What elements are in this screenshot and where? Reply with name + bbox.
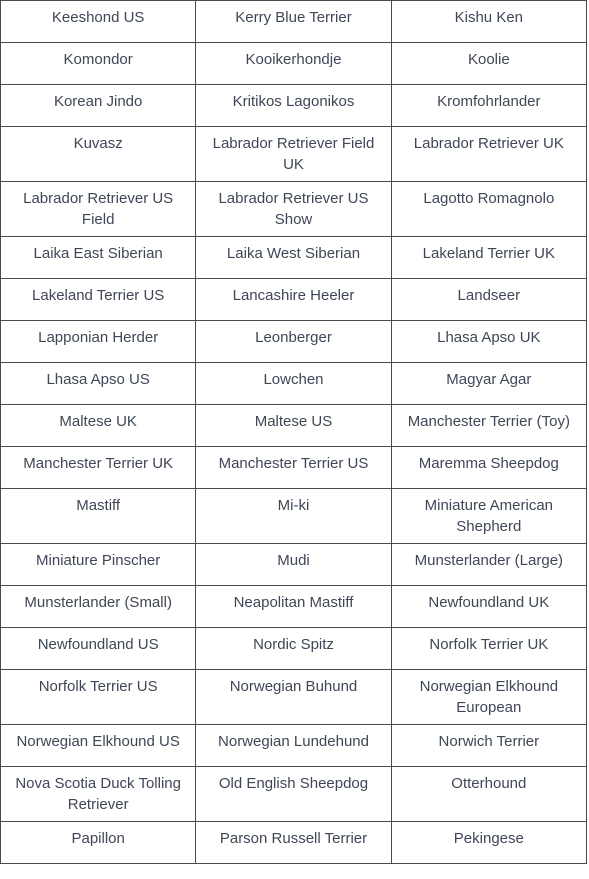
table-row: [1, 767, 587, 822]
table-cell: Miniature American Shepherd: [391, 489, 586, 544]
table-cell: Munsterlander (Large): [391, 544, 586, 586]
table-row: [1, 544, 587, 586]
table-row: [1, 237, 587, 279]
table-row: [1, 725, 587, 767]
table-cell: Kuvasz: [1, 127, 196, 182]
table-cell: Maltese US: [196, 405, 391, 447]
table-cell: Lhasa Apso UK: [391, 321, 586, 363]
table-cell: Norwegian Lundehund: [196, 725, 391, 767]
table-row: [1, 586, 587, 628]
table-cell: Leonberger: [196, 321, 391, 363]
table-cell: Munsterlander (Small): [1, 586, 196, 628]
table-cell: Miniature Pinscher: [1, 544, 196, 586]
table-cell: Manchester Terrier (Toy): [391, 405, 586, 447]
table-cell: Manchester Terrier US: [196, 447, 391, 489]
table-cell: Otterhound: [391, 767, 586, 822]
table-cell: Mi-ki: [196, 489, 391, 544]
table-row: [1, 1, 587, 43]
table-row: [1, 670, 587, 725]
table-cell: Manchester Terrier UK: [1, 447, 196, 489]
table-cell: Lakeland Terrier US: [1, 279, 196, 321]
table-cell: Maremma Sheepdog: [391, 447, 586, 489]
table-row: [1, 628, 587, 670]
table-cell: Kooikerhondje: [196, 43, 391, 85]
table-cell: Norwegian Elkhound US: [1, 725, 196, 767]
table-cell: Laika East Siberian: [1, 237, 196, 279]
table-cell: Korean Jindo: [1, 85, 196, 127]
table-cell: Norwegian Elkhound European: [391, 670, 586, 725]
table-cell: Maltese UK: [1, 405, 196, 447]
table-cell: Old English Sheepdog: [196, 767, 391, 822]
table-cell: Lakeland Terrier UK: [391, 237, 586, 279]
table-cell: Kromfohrlander: [391, 85, 586, 127]
table-cell: Labrador Retriever UK: [391, 127, 586, 182]
table-cell: Landseer: [391, 279, 586, 321]
table-cell: Lancashire Heeler: [196, 279, 391, 321]
table-row: [1, 85, 587, 127]
table-cell: Nordic Spitz: [196, 628, 391, 670]
table-cell: Lapponian Herder: [1, 321, 196, 363]
table-cell: Norfolk Terrier UK: [391, 628, 586, 670]
table-cell: Norwegian Buhund: [196, 670, 391, 725]
table-row: [1, 279, 587, 321]
table-row: [1, 182, 587, 237]
table-row: [1, 43, 587, 85]
table-cell: Kerry Blue Terrier: [196, 1, 391, 43]
table-row: [1, 489, 587, 544]
table-cell: Labrador Retriever US Show: [196, 182, 391, 237]
table-cell: Nova Scotia Duck Tolling Retriever: [1, 767, 196, 822]
table-row: [1, 321, 587, 363]
table-cell: Kritikos Lagonikos: [196, 85, 391, 127]
table-cell: Newfoundland UK: [391, 586, 586, 628]
table-cell: Newfoundland US: [1, 628, 196, 670]
table-cell: Norfolk Terrier US: [1, 670, 196, 725]
table-cell: Komondor: [1, 43, 196, 85]
table-cell: Neapolitan Mastiff: [196, 586, 391, 628]
table-row: [1, 822, 587, 864]
table-cell: Lagotto Romagnolo: [391, 182, 586, 237]
table-cell: Lowchen: [196, 363, 391, 405]
table-cell: Keeshond US: [1, 1, 196, 43]
table-row: [1, 363, 587, 405]
table-row: [1, 447, 587, 489]
table-cell: Kishu Ken: [391, 1, 586, 43]
table-cell: Labrador Retriever US Field: [1, 182, 196, 237]
table-cell: Labrador Retriever Field UK: [196, 127, 391, 182]
table-cell: Koolie: [391, 43, 586, 85]
table-cell: Mastiff: [1, 489, 196, 544]
table-cell: Norwich Terrier: [391, 725, 586, 767]
table-cell: Pekingese: [391, 822, 586, 864]
table-cell: Mudi: [196, 544, 391, 586]
breed-table-body: [1, 1, 587, 864]
table-cell: Laika West Siberian: [196, 237, 391, 279]
table-cell: Papillon: [1, 822, 196, 864]
table-cell: Parson Russell Terrier: [196, 822, 391, 864]
table-cell: Lhasa Apso US: [1, 363, 196, 405]
table-row: [1, 405, 587, 447]
table-cell: Magyar Agar: [391, 363, 586, 405]
table-row: [1, 127, 587, 182]
